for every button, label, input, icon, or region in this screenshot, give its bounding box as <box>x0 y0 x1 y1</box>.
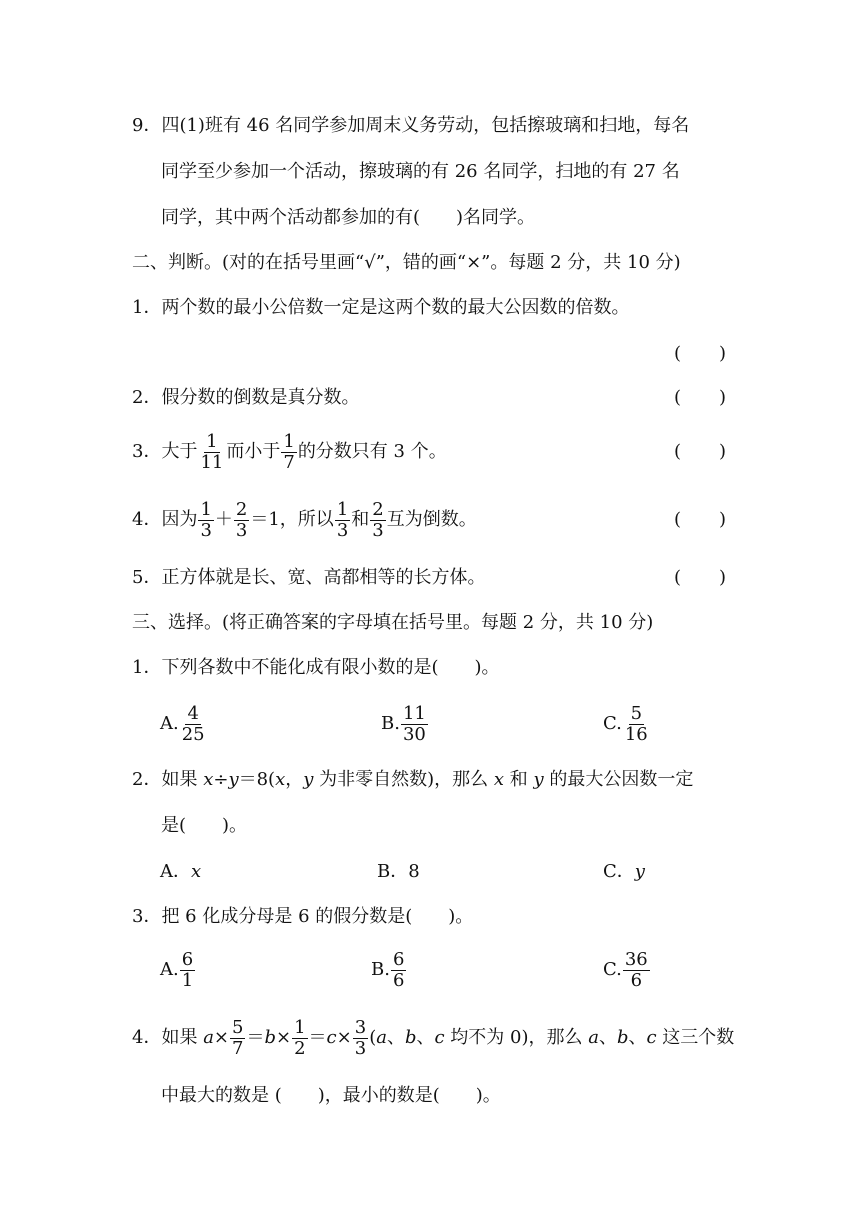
judge-item-3: 3．大于 $\frac{1}{11}$ 而小于 $\frac{1}{7}$ 的分数只有 3 个。 <box>132 430 447 473</box>
judge-item-2: 2．假分数的倒数是真分数。 <box>132 387 360 408</box>
choice-q3-option-b[interactable]: B. $\frac{6}{6}$ <box>371 948 405 991</box>
fraction: $\frac{1}{7}$ <box>283 430 295 473</box>
choice-q3-option-c[interactable]: C. $\frac{36}{6}$ <box>603 948 648 991</box>
fraction: $\frac{1}{11}$ <box>200 430 224 473</box>
fraction: $\frac{2}{3}$ <box>235 498 248 541</box>
fraction: $\frac{2}{3}$ <box>372 498 384 541</box>
fraction: $\frac{1}{3}$ <box>336 498 349 541</box>
fraction: $\frac{5}{7}$ <box>232 1016 244 1059</box>
fraction: $\frac{6}{6}$ <box>392 948 405 991</box>
choice-q3-stem: 3．把 6 化成分母是 6 的假分数是( )。 <box>132 906 474 927</box>
q9-line3: 同学，其中两个活动都参加的有( )名同学。 <box>161 207 536 228</box>
fraction: $\frac{1}{3}$ <box>200 498 212 541</box>
section3-heading: 三、选择。(将正确答案的字母填在括号里。每题 2 分，共 10 分) <box>132 612 654 633</box>
judge-item-1: 1．两个数的最小公倍数一定是这两个数的最大公因数的倍数。 <box>132 297 630 318</box>
judge-item-4: 4．因为 $\frac{1}{3}$ ＋ $\frac{2}{3}$ ＝1，所以 $\frac{1}{3}$ 和 $\frac{2}{3}$ 互为倒数。 <box>132 498 477 541</box>
fraction: $\frac{3}{3}$ <box>354 1016 367 1059</box>
answer-paren-3[interactable]: ( ) <box>674 441 726 462</box>
choice-q2-option-c[interactable]: C．y <box>603 861 645 882</box>
q9-line1: 9．四(1)班有 46 名同学参加周末义务劳动，包括擦玻璃和扫地，每名 <box>132 115 690 136</box>
q9-line2: 同学至少参加一个活动，擦玻璃的有 26 名同学，扫地的有 27 名 <box>161 161 680 182</box>
choice-q1-option-a[interactable]: A. $\frac{4}{25}$ <box>160 702 205 745</box>
fraction: $\frac{1}{2}$ <box>294 1016 306 1059</box>
fraction: $\frac{6}{1}$ <box>181 948 194 991</box>
fraction: $\frac{11}{30}$ <box>402 702 426 745</box>
answer-paren-4[interactable]: ( ) <box>674 509 726 530</box>
fraction: $\frac{5}{16}$ <box>624 702 648 745</box>
judge-item-5: 5．正方体就是长、宽、高都相等的长方体。 <box>132 567 486 588</box>
choice-q1-stem: 1．下列各数中不能化成有限小数的是( )。 <box>132 657 500 678</box>
choice-q2-line2: 是( )。 <box>161 815 248 836</box>
section2-heading: 二、判断。(对的在括号里画“√”，错的画“×”。每题 2 分，共 10 分) <box>132 252 681 273</box>
fraction: $\frac{4}{25}$ <box>181 702 205 745</box>
choice-q2-stem: 2．如果 x÷y＝8(x，y 为非零自然数)，那么 x 和 y 的最大公因数一定 <box>132 769 694 790</box>
answer-paren-1[interactable]: ( ) <box>674 343 726 364</box>
choice-q1-option-c[interactable]: C. $\frac{5}{16}$ <box>603 702 648 745</box>
choice-q2-option-a[interactable]: A．x <box>160 861 202 882</box>
choice-q3-option-a[interactable]: A. $\frac{6}{1}$ <box>160 948 194 991</box>
choice-q1-option-b[interactable]: B. $\frac{11}{30}$ <box>381 702 426 745</box>
answer-paren-5[interactable]: ( ) <box>674 567 726 588</box>
choice-q4-stem: 4．如果 a× $\frac{5}{7}$ ＝b× $\frac{1}{2}$ ＝c× $\frac{3}{3}$ (a、b、c 均不为 0)，那么 a、b、c 这三个数 <box>132 1016 735 1059</box>
choice-q2-option-b[interactable]: B．8 <box>377 861 420 882</box>
choice-q4-line2: 中最大的数是 ( )，最小的数是( )。 <box>161 1085 501 1106</box>
fraction: $\frac{36}{6}$ <box>624 948 648 991</box>
answer-paren-2[interactable]: ( ) <box>674 387 726 408</box>
